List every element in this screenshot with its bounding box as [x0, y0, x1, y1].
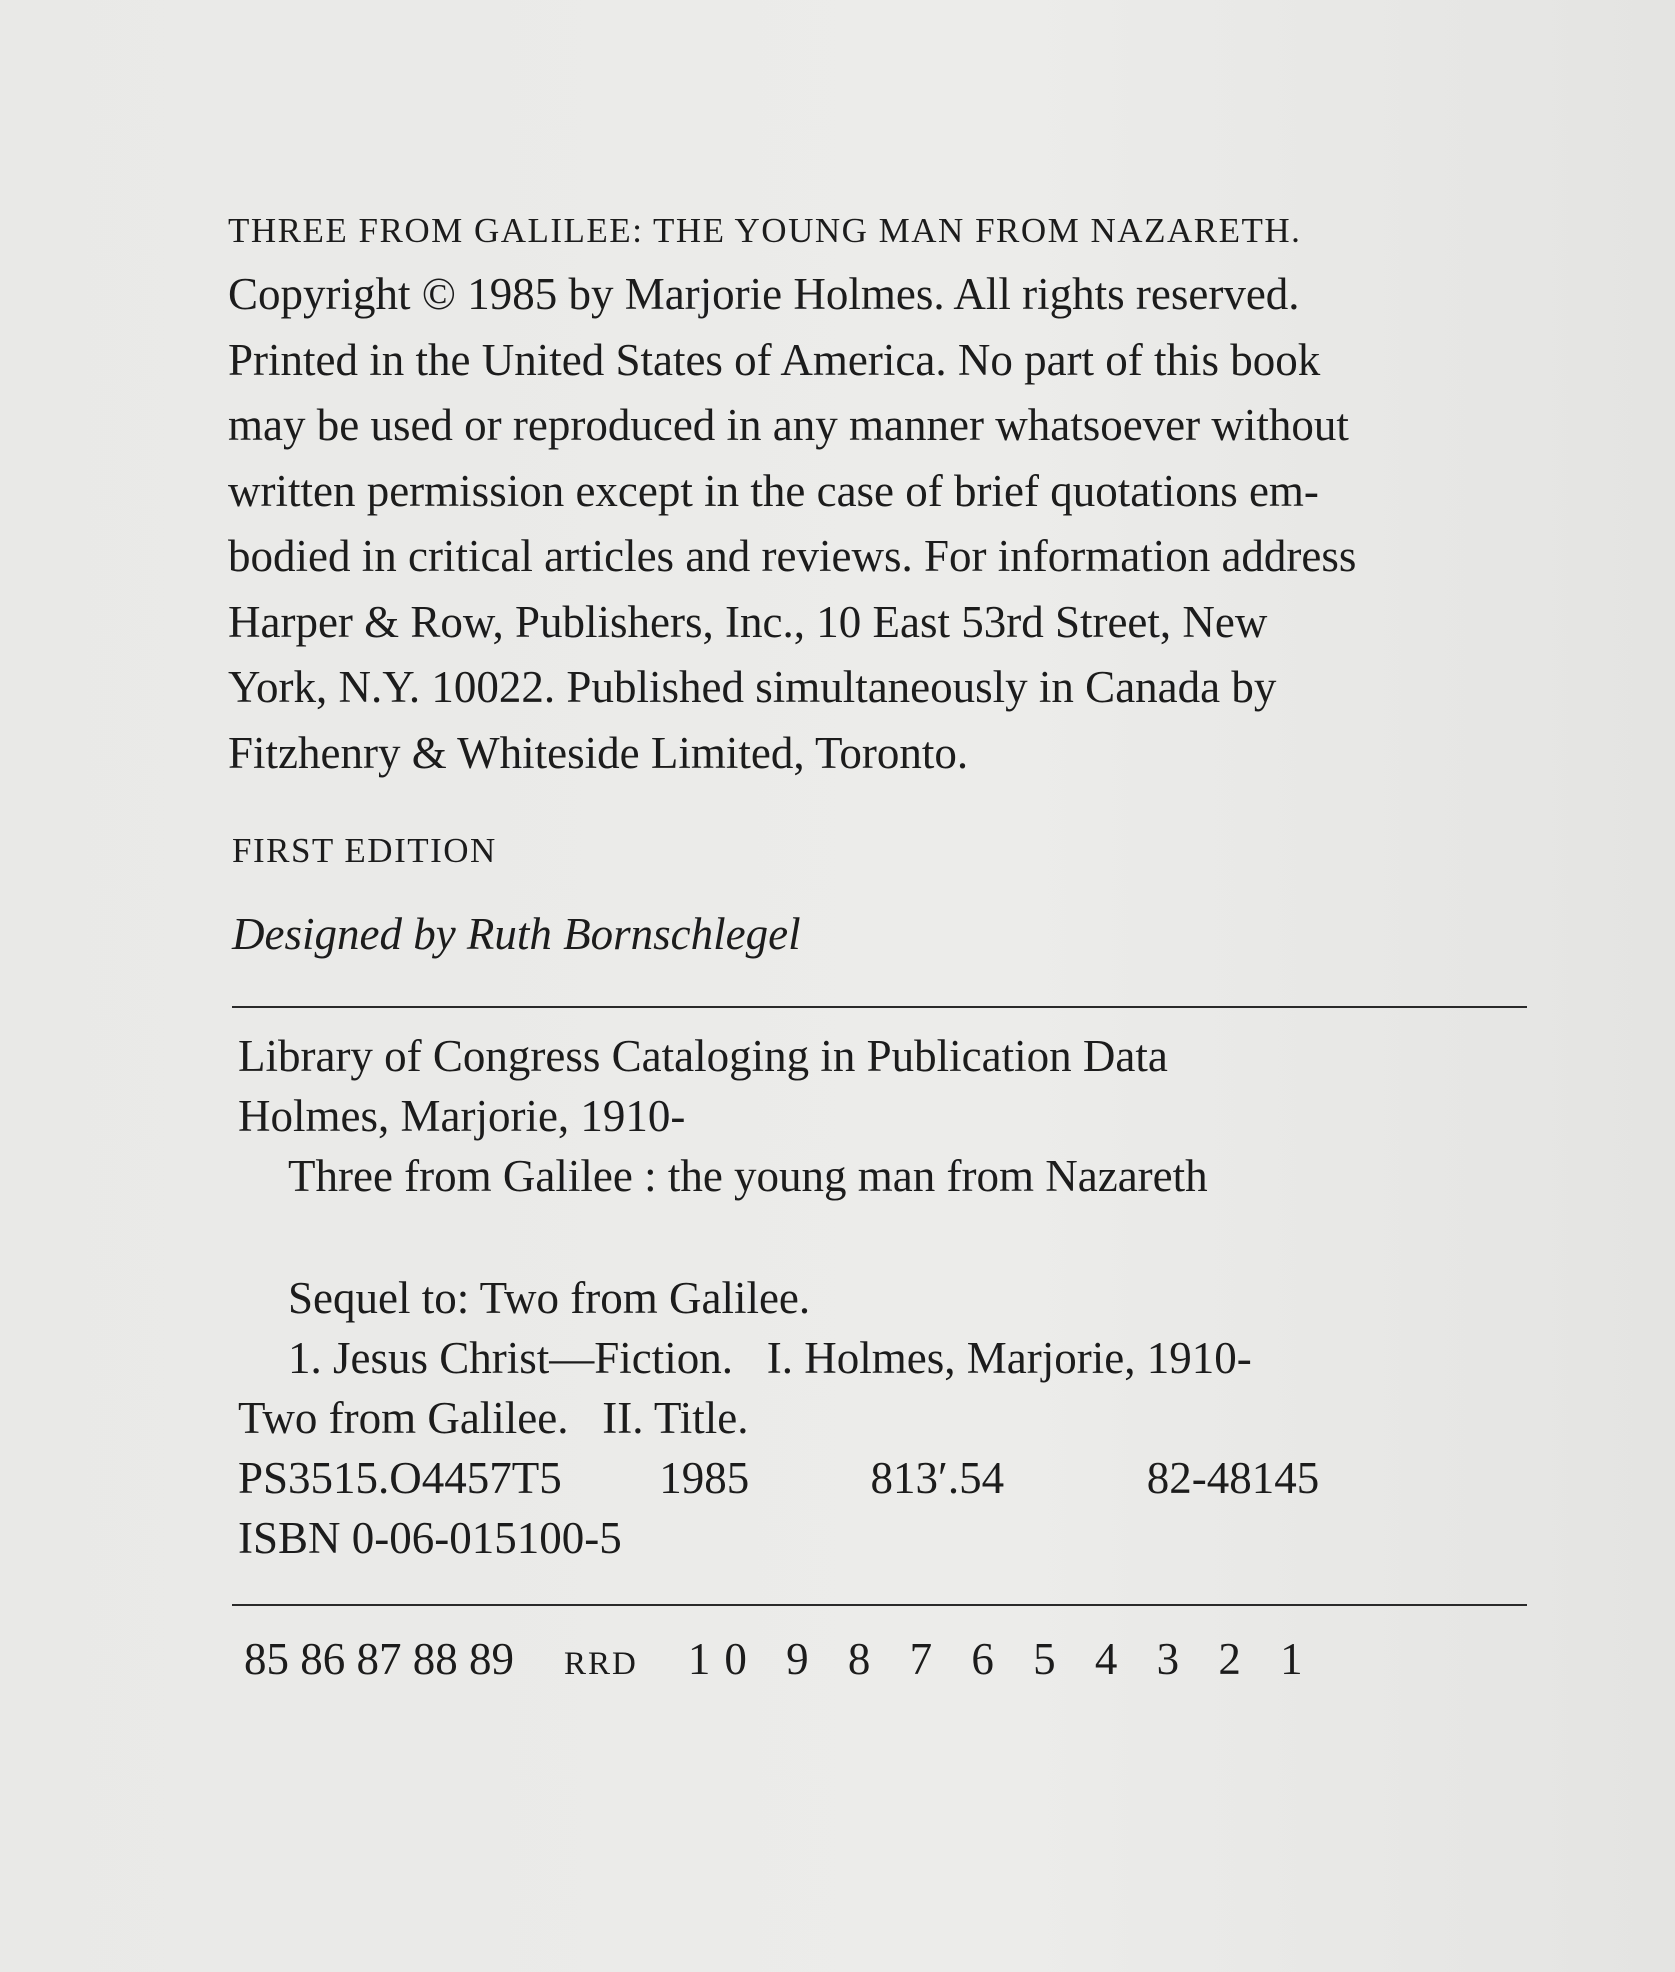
copyright-line: bodied in critical articles and reviews. For information address: [228, 531, 1357, 581]
cip-heading: Library of Congress Cataloging in Publication Data: [238, 1031, 1168, 1081]
edition-label: FIRST EDITION: [232, 831, 497, 870]
copyright-line: Copyright © 1985 by Marjorie Holmes. All rights reserved.: [228, 269, 1300, 319]
dewey-number: 813′.54: [870, 1453, 1005, 1503]
cip-classification-row: [238, 1448, 1528, 1508]
cip-author: Holmes, Marjorie, 1910-: [238, 1091, 686, 1141]
copyright-line: written permission except in the case of brief quotations em-: [228, 465, 1319, 516]
isbn: ISBN 0-06-015100-5: [238, 1513, 622, 1563]
cip-subjects-continued: Two from Galilee. II. Title.: [238, 1393, 749, 1443]
copyright-line: Harper & Row, Publishers, Inc., 10 East 53rd Street, New: [228, 596, 1268, 647]
cip-data-block: [238, 1026, 1528, 1568]
lc-class-number: PS3515.O4457T5: [238, 1453, 562, 1503]
copyright-line: Fitzhenry & Whiteside Limited, Toronto.: [228, 727, 969, 778]
printer-code: RRD: [564, 1646, 638, 1682]
copyright-line: may be used or reproduced in any manner whatsoever without: [228, 400, 1349, 450]
divider: [232, 1006, 1527, 1008]
designer-credit: Designed by Ruth Bornschlegel: [232, 909, 801, 959]
copyright-line: York, N.Y. 10022. Published simultaneously in Canada by: [228, 662, 1277, 712]
lccn: 82-48145: [1146, 1453, 1320, 1503]
divider: [232, 1604, 1527, 1606]
cip-subjects: 1. Jesus Christ—Fiction. I. Holmes, Marjorie, 1910-: [288, 1333, 1252, 1383]
copyright-line: Printed in the United States of America. No part of this book: [228, 334, 1321, 385]
cip-title: Three from Galilee : the young man from Nazareth: [288, 1151, 1208, 1201]
impression-numbers: 10 9 8 7 6 5 4 3 2 1: [687, 1634, 1317, 1684]
copyright-paragraph: [228, 262, 1518, 786]
cip-year: 1985: [659, 1453, 750, 1503]
print-years: 85 86 87 88 89: [244, 1634, 514, 1684]
printer-key-line: [244, 1624, 1528, 1699]
spacer: [238, 1206, 1528, 1268]
cip-sequel: Sequel to: Two from Galilee.: [288, 1273, 811, 1323]
book-title-line: THREE FROM GALILEE: THE YOUNG MAN FROM NAZARETH.: [228, 211, 1302, 250]
copyright-content: [228, 200, 1528, 1699]
